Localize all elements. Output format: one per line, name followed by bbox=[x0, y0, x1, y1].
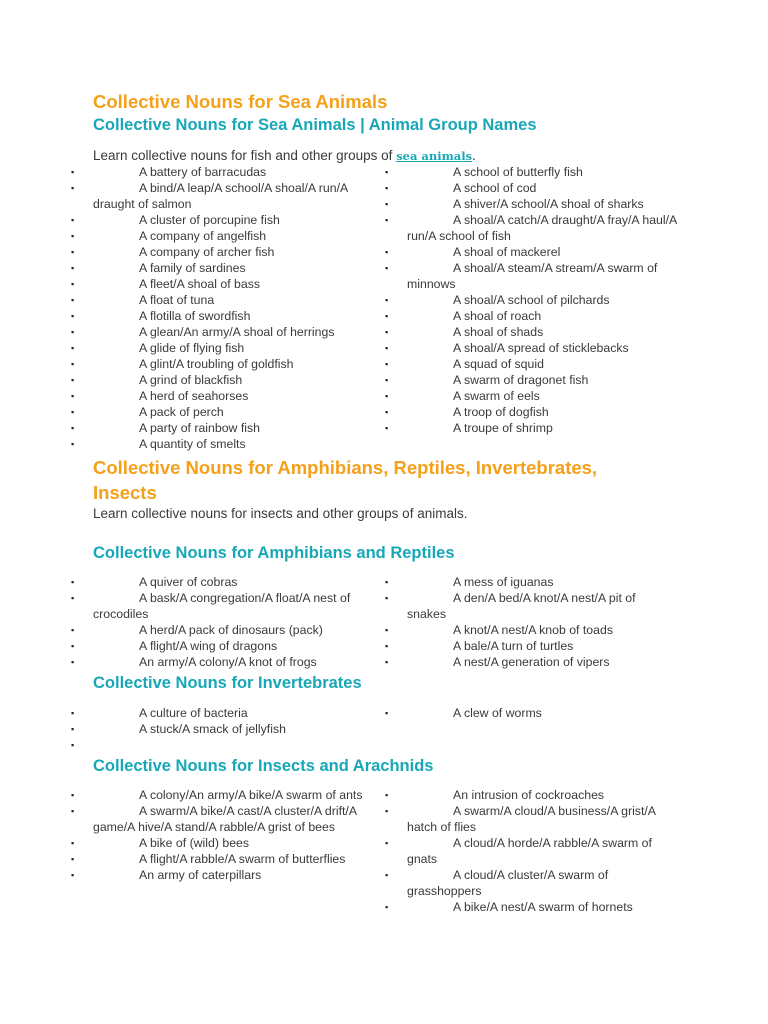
invertebrates-title: Collective Nouns for Invertebrates bbox=[93, 674, 362, 692]
list-item-text: A shoal of shads bbox=[453, 325, 544, 339]
reptiles-list-left bbox=[71, 574, 363, 670]
list-item-text: A float of tuna bbox=[139, 293, 215, 307]
bullet-icon: ▪ bbox=[71, 295, 75, 305]
bullet-icon: ▪ bbox=[385, 199, 389, 209]
list-item bbox=[71, 851, 363, 867]
bullet-icon: ▪ bbox=[385, 167, 389, 177]
bullet-icon: ▪ bbox=[71, 870, 75, 880]
list-item bbox=[385, 292, 677, 308]
list-item bbox=[71, 721, 363, 737]
list-item bbox=[71, 622, 363, 638]
list-item-text: A flight/A wing of dragons bbox=[139, 639, 278, 653]
bullet-icon: ▪ bbox=[385, 625, 389, 635]
bullet-icon: ▪ bbox=[385, 391, 389, 401]
list-item bbox=[385, 356, 677, 372]
list-item bbox=[71, 244, 363, 260]
bullet-icon: ▪ bbox=[385, 183, 389, 193]
list-item bbox=[71, 308, 363, 324]
list-item bbox=[71, 404, 363, 420]
list-item bbox=[71, 388, 363, 404]
bullet-icon: ▪ bbox=[385, 423, 389, 433]
list-item-text: A flotilla of swordfish bbox=[139, 309, 251, 323]
list-item-text: A herd of seahorses bbox=[139, 389, 249, 403]
list-item bbox=[385, 404, 677, 420]
bullet-icon: ▪ bbox=[385, 641, 389, 651]
bullet-icon: ▪ bbox=[385, 806, 389, 816]
list-item-text: A quantity of smelts bbox=[139, 437, 246, 451]
list-item bbox=[385, 180, 677, 196]
bullet-icon: ▪ bbox=[71, 183, 75, 193]
list-item-text: A cloud/A cluster/A swarm of grasshoppers bbox=[407, 868, 609, 898]
list-item bbox=[71, 212, 363, 228]
list-item bbox=[71, 590, 363, 622]
bullet-icon: ▪ bbox=[385, 311, 389, 321]
list-item bbox=[385, 340, 677, 356]
sea-list-left bbox=[71, 164, 363, 452]
list-item-text: A shoal of mackerel bbox=[453, 245, 561, 259]
list-item bbox=[385, 590, 677, 622]
bullet-icon: ▪ bbox=[71, 657, 75, 667]
list-item bbox=[71, 867, 363, 883]
list-item bbox=[385, 899, 677, 915]
bullet-icon: ▪ bbox=[71, 391, 75, 401]
bullet-icon: ▪ bbox=[385, 902, 389, 912]
list-item-text: A shoal/A school of pilchards bbox=[453, 293, 610, 307]
list-item bbox=[385, 308, 677, 324]
list-item bbox=[71, 803, 363, 835]
list-item bbox=[385, 803, 677, 835]
bullet-icon: ▪ bbox=[385, 375, 389, 385]
list-item bbox=[71, 292, 363, 308]
bullet-icon: ▪ bbox=[71, 854, 75, 864]
list-item bbox=[385, 388, 677, 404]
sea-animals-subtitle: Collective Nouns for Sea Animals | Animal Group Names bbox=[93, 116, 537, 134]
list-item-text: A shiver/A school/A shoal of sharks bbox=[453, 197, 644, 211]
list-item-text: A squad of squid bbox=[453, 357, 544, 371]
list-item-text: A mess of iguanas bbox=[453, 575, 554, 589]
insects-arachnids-title: Collective Nouns for Insects and Arachnids bbox=[93, 757, 434, 775]
list-item-text: A grind of blackfish bbox=[139, 373, 243, 387]
bullet-icon: ▪ bbox=[71, 311, 75, 321]
bullet-icon: ▪ bbox=[71, 279, 75, 289]
bullet-icon: ▪ bbox=[71, 423, 75, 433]
list-item bbox=[71, 228, 363, 244]
list-item-text: A den/A bed/A knot/A nest/A pit of snakes bbox=[407, 591, 636, 621]
reptiles-list-right bbox=[385, 574, 677, 670]
list-item bbox=[71, 180, 363, 212]
sea-animals-title: Collective Nouns for Sea Animals bbox=[93, 91, 388, 112]
list-item-text: A swarm of dragonet fish bbox=[453, 373, 589, 387]
list-item-text: A shoal/A spread of sticklebacks bbox=[453, 341, 629, 355]
bullet-icon: ▪ bbox=[71, 439, 75, 449]
list-item bbox=[385, 164, 677, 180]
list-item-text: A bind/A leap/A school/A shoal/A run/A draught of salmon bbox=[93, 181, 348, 211]
bullet-icon: ▪ bbox=[71, 215, 75, 225]
bullet-icon: ▪ bbox=[71, 708, 75, 718]
list-item-text: A pack of perch bbox=[139, 405, 224, 419]
list-item-text: A battery of barracudas bbox=[139, 165, 267, 179]
bullet-icon: ▪ bbox=[385, 577, 389, 587]
list-item bbox=[71, 835, 363, 851]
bullet-icon: ▪ bbox=[71, 593, 75, 603]
list-item bbox=[385, 420, 677, 436]
list-item bbox=[385, 787, 677, 803]
bullet-icon: ▪ bbox=[71, 247, 75, 257]
list-item bbox=[385, 212, 677, 244]
bullet-icon: ▪ bbox=[385, 327, 389, 337]
list-item bbox=[71, 276, 363, 292]
list-item bbox=[385, 260, 677, 292]
list-item bbox=[385, 324, 677, 340]
bullet-icon: ▪ bbox=[71, 359, 75, 369]
bullet-icon: ▪ bbox=[71, 625, 75, 635]
list-item bbox=[385, 638, 677, 654]
bullet-icon: ▪ bbox=[385, 593, 389, 603]
bullet-icon: ▪ bbox=[385, 407, 389, 417]
list-item bbox=[71, 324, 363, 340]
bullet-icon: ▪ bbox=[385, 838, 389, 848]
list-item-text: A glean/An army/A shoal of herrings bbox=[139, 325, 335, 339]
list-item-text: A swarm of eels bbox=[453, 389, 540, 403]
amphibians-reptiles-title: Collective Nouns for Amphibians and Reptiles bbox=[93, 544, 455, 562]
list-item bbox=[385, 574, 677, 590]
bullet-icon: ▪ bbox=[385, 215, 389, 225]
list-item-text: An army/A colony/A knot of frogs bbox=[139, 655, 317, 669]
list-item-text: A school of cod bbox=[453, 181, 537, 195]
bullet-icon: ▪ bbox=[385, 708, 389, 718]
list-item-text: A quiver of cobras bbox=[139, 575, 238, 589]
sea-intro-suffix: . bbox=[472, 148, 476, 163]
list-item bbox=[71, 705, 363, 721]
list-item-text: An army of caterpillars bbox=[139, 868, 262, 882]
list-item-text: A clew of worms bbox=[453, 706, 542, 720]
list-item-text: A family of sardines bbox=[139, 261, 246, 275]
bullet-icon: ▪ bbox=[385, 263, 389, 273]
list-item-text: A flight/A rabble/A swarm of butterflies bbox=[139, 852, 346, 866]
bullet-icon: ▪ bbox=[71, 838, 75, 848]
list-item bbox=[71, 356, 363, 372]
list-item-text: A herd/A pack of dinosaurs (pack) bbox=[139, 623, 323, 637]
bullet-icon: ▪ bbox=[71, 327, 75, 337]
list-item-text: A company of archer fish bbox=[139, 245, 275, 259]
list-item-text: An intrusion of cockroaches bbox=[453, 788, 605, 802]
bullet-icon: ▪ bbox=[71, 343, 75, 353]
list-item bbox=[385, 867, 677, 899]
list-item-text: A troupe of shrimp bbox=[453, 421, 553, 435]
list-item-text: A culture of bacteria bbox=[139, 706, 248, 720]
list-item bbox=[385, 244, 677, 260]
bullet-icon: ▪ bbox=[385, 790, 389, 800]
list-item-text: A shoal of roach bbox=[453, 309, 542, 323]
bullet-icon: ▪ bbox=[71, 375, 75, 385]
bullet-icon: ▪ bbox=[71, 231, 75, 241]
list-item-text: A shoal/A steam/A stream/A swarm of minnows bbox=[407, 261, 658, 291]
bullet-icon: ▪ bbox=[385, 657, 389, 667]
list-item bbox=[385, 654, 677, 670]
bullet-icon: ▪ bbox=[385, 295, 389, 305]
bullet-icon: ▪ bbox=[385, 343, 389, 353]
list-item-text: A fleet/A shoal of bass bbox=[139, 277, 260, 291]
list-item-text: A glide of flying fish bbox=[139, 341, 245, 355]
sea-intro-prefix: Learn collective nouns for fish and other groups of bbox=[93, 148, 397, 163]
list-item bbox=[71, 574, 363, 590]
invertebrates-list-right bbox=[385, 705, 677, 721]
insects-list-right bbox=[385, 787, 677, 915]
list-item bbox=[71, 260, 363, 276]
amphibians-reptiles-invertebrates-insects-title: Collective Nouns for Amphibians, Reptiles, Invertebrates, Insects bbox=[93, 457, 598, 503]
list-item bbox=[71, 372, 363, 388]
list-item-text: A swarm/A cloud/A business/A grist/A hatch of flies bbox=[407, 804, 656, 834]
bullet-icon: ▪ bbox=[385, 247, 389, 257]
list-item-text: A cloud/A horde/A rabble/A swarm of gnats bbox=[407, 836, 652, 866]
list-item-text: A bike/A nest/A swarm of hornets bbox=[453, 900, 633, 914]
sea-animals-link[interactable]: sea animals bbox=[396, 149, 473, 163]
list-item-text: A troop of dogfish bbox=[453, 405, 549, 419]
list-item-text: A school of butterfly fish bbox=[453, 165, 583, 179]
bullet-icon: ▪ bbox=[71, 790, 75, 800]
sea-animals-intro bbox=[93, 147, 476, 165]
list-item-text: A shoal/A catch/A draught/A fray/A haul/A run/A school of fish bbox=[407, 213, 677, 243]
bullet-icon: ▪ bbox=[71, 263, 75, 273]
bullet-icon: ▪ bbox=[71, 167, 75, 177]
list-item bbox=[385, 196, 677, 212]
sea-list-right bbox=[385, 164, 677, 436]
bullet-icon: ▪ bbox=[71, 641, 75, 651]
list-item bbox=[385, 372, 677, 388]
list-item bbox=[71, 420, 363, 436]
list-item-text: A company of angelfish bbox=[139, 229, 267, 243]
list-item-text: A swarm/A bike/A cast/A cluster/A drift/A game/A hive/A stand/A rabble/A grist of bees bbox=[93, 804, 357, 834]
list-item bbox=[71, 787, 363, 803]
list-item-text: A knot/A nest/A knob of toads bbox=[453, 623, 613, 637]
list-item-text: A cluster of porcupine fish bbox=[139, 213, 280, 227]
bullet-icon: ▪ bbox=[71, 740, 75, 750]
bullet-icon: ▪ bbox=[71, 407, 75, 417]
invertebrates-list-left bbox=[71, 705, 363, 753]
bullet-icon: ▪ bbox=[71, 724, 75, 734]
bullet-icon: ▪ bbox=[71, 806, 75, 816]
list-item-text: A bale/A turn of turtles bbox=[453, 639, 574, 653]
list-item-text: A glint/A troubling of goldfish bbox=[139, 357, 294, 371]
list-item bbox=[71, 654, 363, 670]
bullet-icon: ▪ bbox=[385, 359, 389, 369]
list-item-text: A bask/A congregation/A float/A nest of crocodiles bbox=[93, 591, 351, 621]
list-item bbox=[71, 164, 363, 180]
list-item bbox=[71, 638, 363, 654]
list-item bbox=[385, 622, 677, 638]
list-item bbox=[71, 436, 363, 452]
list-item bbox=[385, 705, 677, 721]
bullet-icon: ▪ bbox=[385, 870, 389, 880]
list-item-text: A bike of (wild) bees bbox=[139, 836, 250, 850]
insects-list-left bbox=[71, 787, 363, 883]
animals-intro: Learn collective nouns for insects and other groups of animals. bbox=[93, 506, 468, 521]
list-item-text: A nest/A generation of vipers bbox=[453, 655, 610, 669]
list-item-text: A party of rainbow fish bbox=[139, 421, 260, 435]
list-item bbox=[71, 737, 363, 753]
list-item bbox=[385, 835, 677, 867]
list-item-text: A colony/An army/A bike/A swarm of ants bbox=[139, 788, 363, 802]
bullet-icon: ▪ bbox=[71, 577, 75, 587]
list-item-text: A stuck/A smack of jellyfish bbox=[139, 722, 286, 736]
list-item bbox=[71, 340, 363, 356]
